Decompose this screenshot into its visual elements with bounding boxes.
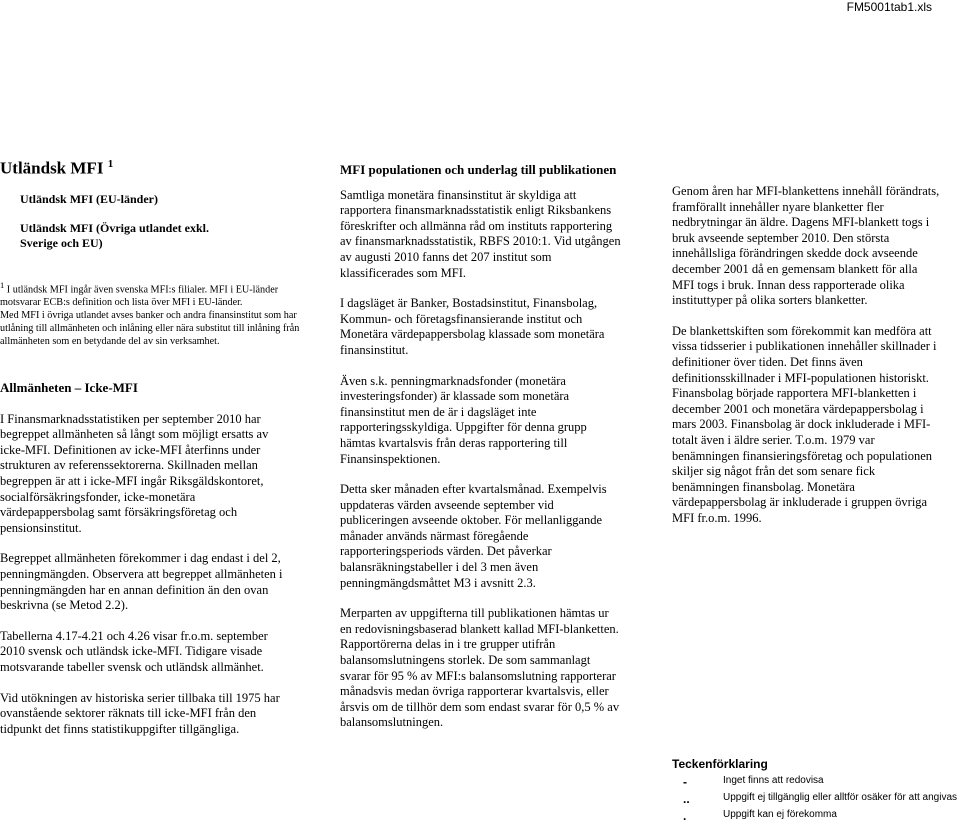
footnote-p1-text: I utländsk MFI ingår även svenska MFI:s filialer. MFI i EU-länder motsvarar ECB:s definition och lista över MFI i EU-länder. (0, 284, 279, 309)
footnote (0, 279, 300, 348)
subtitle-other-line1: Utländsk MFI (Övriga utlandet exkl. (20, 221, 210, 235)
page-title (0, 158, 113, 179)
left-paragraph: Tabellerna 4.17-4.21 och 4.26 visar fr.o.m. september 2010 svensk och utländsk icke-MFI. Tidigare visade motsvarande tabeller svensk och utländsk allmänhet. (0, 628, 268, 674)
legend-symbol: . (683, 809, 687, 823)
subtitle-other-line2: Sverige och EU) (20, 236, 103, 250)
left-paragraph: I Finansmarknadsstatistiken per september 2010 har begreppet allmänheten så långt som möjligt ersatts av icke-MFI. Definitionen av icke-MFI återfinns under strukturen av referenssektorerna. Skillnaden mellan begreppen är att i icke-MFI ingår Riksgäldskontoret, socialförsäkringsfonder, icke-monetära värdepappersbolag samt försäkringsföretag och pensionsinstitut. (0, 411, 269, 535)
subtitle-other (20, 221, 209, 251)
legend-text: Inget finns att redovisa (723, 775, 824, 786)
middle-paragraph: Även s.k. penningmarknadsfonder (monetära investeringsfonder) är klassade som monetära finansinstitut men de är i dagsläget inte rapporteringsskyldiga. Uppgifter för denna grupp hämtas kvartalsvis från deras rapportering till Finansinspektionen. (340, 373, 587, 466)
subtitle-eu: Utländsk MFI (EU-länder) (20, 192, 159, 206)
legend-text: Uppgift kan ej förekomma (723, 809, 837, 820)
left-paragraph: Begreppet allmänheten förekommer i dag endast i del 2, penningmängden. Observera att begreppet allmänheten i penningmängden har en annan definition än den ovan beskrivna (se Metod 2.2). (0, 551, 283, 613)
middle-paragraph: Merparten av uppgifterna till publikationen hämtas ur en redovisningsbaserad blankett kallad MFI-blanketten. Rapportörerna delas in i tre grupper utifrån balansomslutningens storlek. De som sammanlagt svarar för 95 % av MFI:s balansomslutning rapporterar månadsvis medan övriga rapporterar kvartalsvis, eller årsvis om de tillhör dem som endast svarar för 0,5 % av balansomslutningen. (340, 606, 620, 730)
left-column-body (0, 380, 288, 752)
legend-symbol: .. (683, 792, 690, 806)
footnote-p1 (0, 279, 300, 310)
middle-paragraph: I dagsläget är Banker, Bostadsinstitut, Finansbolag, Kommun- och företagsfinansierande institut och Monetära värdepappersbolag klassade som monetära finansinstitut. (340, 296, 605, 357)
middle-paragraph: Samtliga monetära finansinstitut är skyldiga att rapportera finansmarknadsstatistik enligt Riksbankens föreskrifter och allmänna råd om instituts rapportering av finansmarknadsstatistik, RBFS 2010:1. Vid utgången av augusti 2010 fanns det 207 institut som klassificerades som MFI. (340, 187, 621, 280)
right-paragraph: De blankettskiften som förekommit kan medföra att vissa tidsserier i publikationen innehåller skillnader i definitioner över tiden. Det finns även definitionsskillnader i MFI-populationen historiskt. Finansbolag började rapportera MFI-blanketten i december 2001 och monetära värdepappersbolag i mars 2003. Finansbolag är dock inkluderade i MFI-totalt även i äldre serier. T.o.m. 1979 var benämningen finansieringsföretag och populationen skiljer sig något från det som senare fick benämningen finansbolag. Monetära värdepappersbolag är inkluderade i gruppen övriga MFI fr.o.m. 1996. (672, 323, 937, 525)
section-heading-allmanheten: Allmänheten – Icke-MFI (0, 380, 138, 395)
legend-text: Uppgift ej tillgänglig eller alltför osäker för att angivas (723, 792, 958, 803)
footnote-number: 1 (0, 280, 5, 290)
middle-column-body (340, 162, 622, 746)
legend-title: Teckenförklaring (672, 757, 768, 771)
section-heading-mfi-population: MFI populationen och underlag till publikationen (340, 162, 617, 177)
right-paragraph: Genom åren har MFI-blankettens innehåll förändrats, framförallt innehåller nyare blanketter fler nedbrytningar än äldre. Dagens MFI-blankett togs i bruk avseende september 2010. Den största innehållsliga förändringen skedde dock avseende december 2001 då en gemensam blankett för alla MFI togs i bruk. Innan dess rapporterade olika instituttyper på olika sorters blanketter. (672, 184, 940, 308)
middle-paragraph: Detta sker månaden efter kvartalsmånad. Exempelvis uppdateras värden avseende september vid publiceringen avseende oktober. För mellanliggande månader används närmast föregående rapporteringsperiods värden. Det påverkar balansräkningstabeller i del 3 men även penningmängdsmåttet M3 i avsnitt 2.3. (340, 482, 607, 590)
file-name-header: FM5001tab1.xls (846, 0, 932, 14)
left-paragraph: Vid utökningen av historiska serier tillbaka till 1975 har ovanstående sektorer räknats till icke-MFI från den tidpunkt det finns statistikuppgifter tillgängliga. (0, 690, 280, 736)
legend-symbol: - (683, 775, 687, 789)
right-column-body (672, 184, 942, 541)
footnote-p2: Med MFI i övriga utlandet avses banker och andra finansinstitut som har utlåning till allmänheten och inlåning eller nära substitut till inlåning från allmänheten som en betydande del av sin verksamhet. (0, 309, 300, 347)
title-footnote-marker: 1 (107, 158, 114, 170)
title-text: Utländsk MFI (0, 158, 104, 178)
